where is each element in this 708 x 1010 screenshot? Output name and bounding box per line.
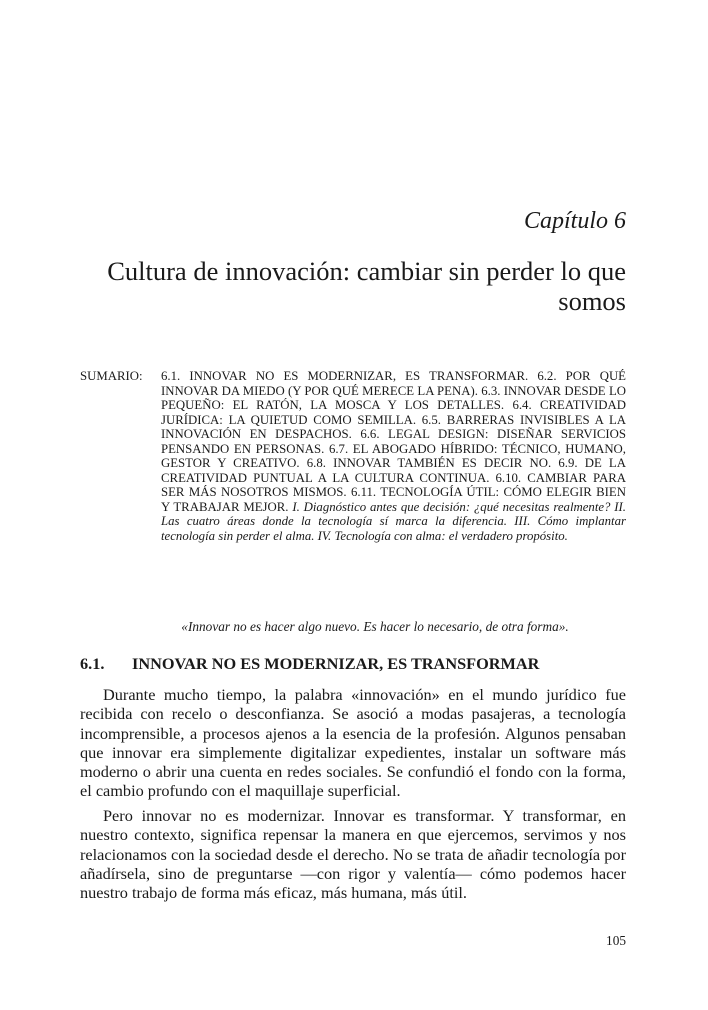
summary-body — [161, 369, 626, 543]
body-paragraph — [80, 685, 626, 801]
chapter-title: Cultura de innovación: cambiar sin perder lo que somos — [107, 256, 626, 316]
summary-subitems: I. Diagnóstico antes que decisión: ¿qué necesitas realmente? II. Las cuatro áreas donde la tecnología sí marca la diferencia. III. Cómo implantar tecnología sin perder el alma. IV. Tecnología con alma: el verdadero propósito. — [161, 499, 627, 543]
paragraph-text: Pero innovar no es modernizar. Innovar es transformar. Y transformar, en nuestro contexto, significa repensar la manera en que ejercemos, servimos y nos relacionamos con la sociedad desde el derecho. No se trata de añadir tecnología por añadírsela, sino de preguntarse —con rigor y valentía— cómo podemos hacer nuestro trabajo de forma más eficaz, más humana, más útil. — [80, 806, 626, 903]
page-number: 105 — [606, 933, 626, 948]
chapter-label: Capítulo 6 — [523, 208, 626, 234]
paragraph-text: Durante mucho tiempo, la palabra «innovación» en el mundo jurídico fue recibida con recelo o desconfianza. Se asoció a modas pasajeras, a tecnología incomprensible, a procesos ajenos a la esencia de la profesión. Algunos pensaban que innovar era simplemente digitalizar expedientes, instalar un software más moderno o abrir una cuenta en redes sociales. Se confundió el fondo con la forma, el cambio profundo con el maquillaje superficial. — [80, 685, 626, 801]
section-number: 6.1. — [80, 654, 105, 673]
summary-items: 6.1. INNOVAR NO ES MODERNIZAR, ES TRANSFORMAR. 6.2. POR QUÉ INNOVAR DA MIEDO (Y POR QUÉ MERECE LA PENA). 6.3. INNOVAR DESDE LO PEQUEÑO: EL RATÓN, LA MOSCA Y LOS DETALLES. 6.4. CREATIVIDAD JURÍDICA: LA QUIETUD COMO SEMILLA. 6.5. BARRERAS INVISIBLES A LA INNOVACIÓN EN DESPACHOS. 6.6. LEGAL DESIGN: DISEÑAR SERVICIOS PENSANDO EN PERSONAS. 6.7. EL ABOGADO HÍBRIDO: TÉCNICO, HUMANO, GESTOR Y CREATIVO. 6.8. INNOVAR TAMBIÉN ES DECIR NO. 6.9. DE LA CREATIVIDAD PUNTUAL A LA CULTURA CONTINUA. 6.10. CAMBIAR PARA SER MÁS NOSOTROS MISMOS. 6.11. TECNOLOGÍA ÚTIL: CÓMO ELEGIR BIEN Y TRABAJAR MEJOR. — [161, 369, 626, 514]
section-heading — [80, 653, 539, 675]
section-title: INNOVAR NO ES MODERNIZAR, ES TRANSFORMAR — [132, 654, 540, 673]
body-paragraph — [80, 806, 626, 902]
summary-label: SUMARIO: — [80, 369, 143, 383]
epigraph-quote: «Innovar no es hacer algo nuevo. Es hacer lo necesario, de otra forma». — [181, 619, 569, 634]
chapter-summary — [80, 369, 626, 543]
